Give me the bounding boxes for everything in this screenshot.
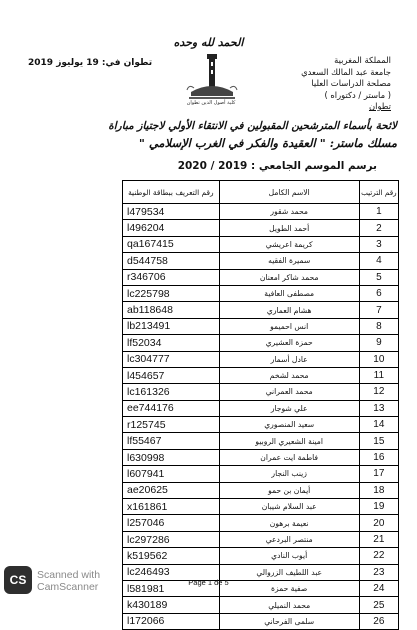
row-rank-cell: 26 <box>359 613 398 629</box>
row-id-cell: l581981 <box>123 580 220 596</box>
row-id-cell: qa167415 <box>123 236 220 252</box>
row-rank-cell: 18 <box>359 482 398 498</box>
table-row <box>123 253 399 269</box>
row-id-cell: d544758 <box>123 253 220 269</box>
row-name-cell: محمد شاكر امعنان <box>219 269 359 285</box>
table-row <box>123 285 399 301</box>
row-name-cell: امينة الشعيري الروبيو <box>219 433 359 449</box>
row-id-cell: lc297286 <box>123 531 220 547</box>
table-row <box>123 417 399 433</box>
row-name-cell: منتصر البردعي <box>219 531 359 547</box>
row-name-cell: كريمة اعريشي <box>219 236 359 252</box>
row-id-cell: ab118648 <box>123 302 220 318</box>
row-id-cell: l630998 <box>123 449 220 465</box>
scanner-line-1: Scanned with <box>37 569 101 581</box>
row-id-cell: l454657 <box>123 367 220 383</box>
row-rank-cell: 11 <box>359 367 398 383</box>
row-rank-cell: 16 <box>359 449 398 465</box>
table-row <box>123 351 399 367</box>
row-rank-cell: 14 <box>359 417 398 433</box>
row-name-cell: عبد السلام شيبان <box>219 499 359 515</box>
basmala-heading: الحمد لله وحده <box>173 36 244 49</box>
table-row <box>123 335 399 351</box>
table-header-row <box>123 181 399 204</box>
document-title: لائحة بأسماء المترشحين المقبولين في الانتقاء الأولي لاجتياز مباراة <box>108 120 397 132</box>
row-id-cell: r346706 <box>123 269 220 285</box>
row-name-cell: حمزة العشيري <box>219 335 359 351</box>
row-rank-cell: 5 <box>359 269 398 285</box>
table-row <box>123 531 399 547</box>
table-row <box>123 449 399 465</box>
table-row <box>123 220 399 236</box>
office-name: مصلحة الدراسات العليا <box>311 78 391 88</box>
row-rank-cell: 25 <box>359 597 398 613</box>
row-rank-cell: 4 <box>359 253 398 269</box>
table-row <box>123 269 399 285</box>
row-name-cell: سميرة الفقيه <box>219 253 359 269</box>
row-rank-cell: 3 <box>359 236 398 252</box>
row-rank-cell: 10 <box>359 351 398 367</box>
row-id-cell: lc304777 <box>123 351 220 367</box>
table-row <box>123 400 399 416</box>
table-row <box>123 548 399 564</box>
scanner-line-2: CamScanner <box>37 581 99 593</box>
row-rank-cell: 2 <box>359 220 398 236</box>
row-id-cell: l496204 <box>123 220 220 236</box>
row-rank-cell: 19 <box>359 499 398 515</box>
table-row <box>123 318 399 334</box>
row-id-cell: l172066 <box>123 613 220 629</box>
document-date: تطوان في: 19 يوليوز 2019 <box>28 58 153 68</box>
row-rank-cell: 15 <box>359 433 398 449</box>
row-name-cell: زينب النجار <box>219 466 359 482</box>
university-name: جامعة عبد المالك السعدي <box>301 66 391 77</box>
row-id-cell: lc225798 <box>123 285 220 301</box>
row-rank-cell: 17 <box>359 466 398 482</box>
row-id-cell: lc246493 <box>123 564 220 580</box>
row-rank-cell: 6 <box>359 285 398 301</box>
table-row <box>123 499 399 515</box>
academic-session: برسم الموسم الجامعي : 2019 / 2020 <box>177 160 377 172</box>
row-name-cell: محمد النميلي <box>219 597 359 613</box>
row-id-cell: lf55467 <box>123 433 220 449</box>
row-name-cell: محمد لشخم <box>219 367 359 383</box>
candidates-table <box>122 180 399 630</box>
row-rank-cell: 9 <box>359 335 398 351</box>
row-name-cell: مصطفى العافية <box>219 285 359 301</box>
row-id-cell: lf52034 <box>123 335 220 351</box>
row-name-cell: أيمان بن حمو <box>219 482 359 498</box>
table-row <box>123 433 399 449</box>
table-row <box>123 236 399 252</box>
row-name-cell: سعيد المنصوري <box>219 417 359 433</box>
row-rank-cell: 7 <box>359 302 398 318</box>
city-name: تطوان <box>368 101 391 111</box>
row-name-cell: هشام العماري <box>219 302 359 318</box>
row-rank-cell: 1 <box>359 204 398 220</box>
university-header <box>279 55 391 113</box>
logo-caption: كلية أصول الدين تطوان <box>186 100 236 106</box>
row-name-cell: أيوب النادي <box>219 548 359 564</box>
table-row <box>123 482 399 498</box>
row-name-cell: نعيمة برهون <box>219 515 359 531</box>
table-row <box>123 302 399 318</box>
row-id-cell: l607941 <box>123 466 220 482</box>
row-rank-cell: 23 <box>359 564 398 580</box>
kingdom-line: المملكة المغربية <box>334 55 391 65</box>
row-rank-cell: 21 <box>359 531 398 547</box>
row-name-cell: انس احميمو <box>219 318 359 334</box>
header-id: رقم التعريف ببطاقة الوطنية <box>123 181 220 204</box>
row-name-cell: سلمى الفرحاني <box>219 613 359 629</box>
row-name-cell: علي شوجار <box>219 400 359 416</box>
row-name-cell: عبد اللطيف الزروالي <box>219 564 359 580</box>
row-id-cell: k519562 <box>123 548 220 564</box>
row-id-cell: l479534 <box>123 204 220 220</box>
program-type: ( ماستر / دكتوراه ) <box>324 89 391 100</box>
program-title: مسلك ماستر: " العقيدة والفكر في الغرب الإسلامي " <box>138 136 397 150</box>
row-name-cell: محمد شقور <box>219 204 359 220</box>
row-name-cell: صفية حمزة <box>219 580 359 596</box>
row-rank-cell: 8 <box>359 318 398 334</box>
header-rank: رقم الترتيب <box>359 181 398 204</box>
row-name-cell: محمد العمراني <box>219 384 359 400</box>
row-name-cell: عادل أسمار <box>219 351 359 367</box>
row-id-cell: x161861 <box>123 499 220 515</box>
row-rank-cell: 24 <box>359 580 398 596</box>
row-id-cell: lc161326 <box>123 384 220 400</box>
row-id-cell: ae20625 <box>123 482 220 498</box>
row-id-cell: k430189 <box>123 597 220 613</box>
row-id-cell: ee744176 <box>123 400 220 416</box>
table-row <box>123 466 399 482</box>
table-row <box>123 367 399 383</box>
row-name-cell: فاطمة ايت عمران <box>219 449 359 465</box>
row-rank-cell: 22 <box>359 548 398 564</box>
faculty-logo-icon <box>185 54 239 106</box>
row-id-cell: r125745 <box>123 417 220 433</box>
header-name: الاسم الكامل <box>219 181 359 204</box>
table-row <box>123 613 399 629</box>
table-row <box>123 384 399 400</box>
table-row <box>123 597 399 613</box>
camscanner-logo-icon: CS <box>4 566 32 594</box>
row-rank-cell: 20 <box>359 515 398 531</box>
row-name-cell: أحمد الطويل <box>219 220 359 236</box>
table-row <box>123 515 399 531</box>
page-number: Page 1 de 5 <box>188 578 229 587</box>
row-rank-cell: 12 <box>359 384 398 400</box>
row-id-cell: lb213491 <box>123 318 220 334</box>
row-id-cell: l257046 <box>123 515 220 531</box>
table-row <box>123 204 399 220</box>
row-rank-cell: 13 <box>359 400 398 416</box>
